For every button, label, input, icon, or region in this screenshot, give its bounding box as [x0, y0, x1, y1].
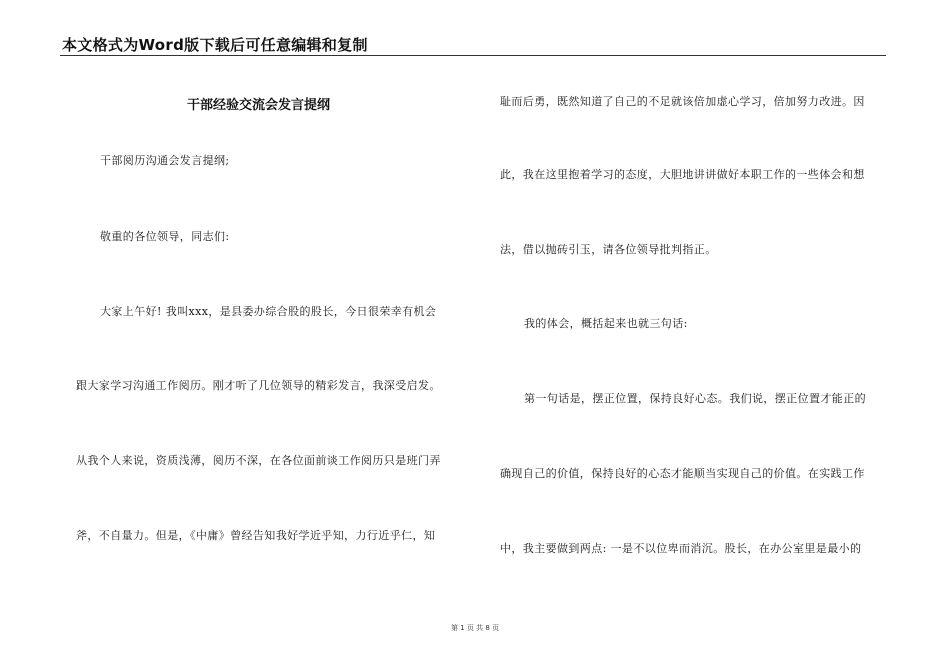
header-divider [60, 55, 886, 56]
paragraph-line: 干部阅历沟通会发言提纲; [100, 154, 230, 167]
paragraph-line: 法，借以抛砖引玉，请各位领导批判指正。 [500, 243, 717, 256]
paragraph-line: 我的体会，概括起来也就三句话: [524, 317, 688, 330]
paragraph-line: 跟大家学习沟通工作阅历。刚才听了几位领导的精彩发言，我深受启发。 [76, 379, 441, 392]
paragraph-line: 确现自己的价值，保持良好的心态才能顺当实现自己的价值。在实践工作 [500, 467, 865, 480]
paragraph-line: 耻而后勇，既然知道了自己的不足就该倍加虚心学习，倍加努力改进。因 [500, 95, 865, 108]
paragraph-line: 大家上午好! 我叫xxx，是县委办综合股的股长，今日很荣幸有机会 [100, 305, 437, 318]
page-footer: 第 1 页 共 8 页 [450, 624, 500, 632]
paragraph-line: 第一句话是，摆正位置，保持良好心态。我们说，摆正位置才能正的 [524, 392, 866, 405]
paragraph-line: 敬重的各位领导，同志们: [100, 230, 230, 243]
header-banner: 本文格式为Word版下载后可任意编辑和复制 [62, 36, 368, 54]
paragraph-line: 中，我主要做到两点: 一是不以位卑而消沉。股长，在办公室里是最小的 [500, 542, 862, 555]
paragraph-line: 从我个人来说，资质浅薄，阅历不深，在各位面前谈工作阅历只是班门弄 [76, 454, 441, 467]
paragraph-line: 此，我在这里抱着学习的态度，大胆地讲讲做好本职工作的一些体会和想 [500, 168, 865, 181]
paragraph-line: 斧，不自量力。但是，《中庸》曾经告知我好学近乎知，力行近乎仁，知 [76, 529, 436, 542]
document-title: 干部经验交流会发言提纲 [187, 98, 331, 113]
